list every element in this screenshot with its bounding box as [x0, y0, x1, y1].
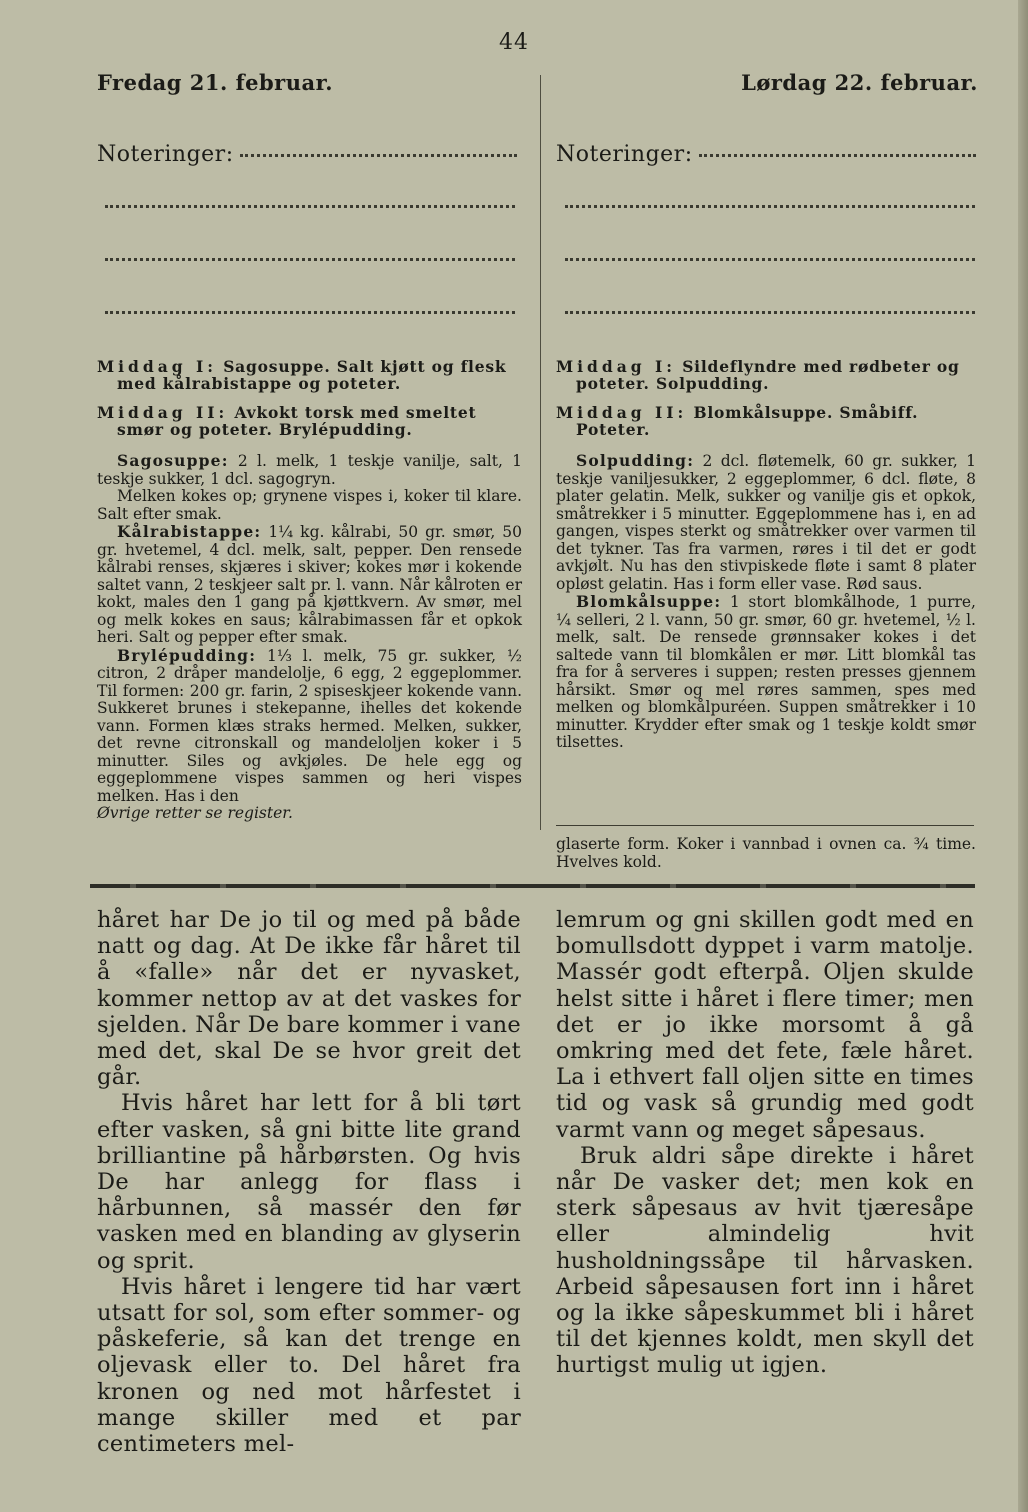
register-footnote: Øvrige retter se register.	[97, 804, 293, 822]
article-paragraph: lemrum og gni skillen godt med en bomullsdott dyppet i varm matolje. Massér godt efterpå. Oljen skulde helst sitte i håret i flere timer; men det er jo ikke morsomt å gå omkring med det fete, fæle håret. La i ethvert fall oljen sitte en times tid og vask så grundig med godt varmt vann og meget såpesaus.	[556, 907, 974, 1143]
right-recipes	[556, 452, 976, 752]
menu-label: Middag I:	[97, 357, 217, 376]
recipe-text: 1 stort blomkålhode, 1 purre, ¼ selleri, 2 l. vann, 50 gr. smør, 60 gr. hvetemel, ½ l. melk, salt. De rensede grønnsaker kokes i det saltede vann til blomkålen er mør. Litt blomkål tas fra for å serveres i suppen; resten presses gjennem hårsikt. Smør og mel røres sammen, spes med melken og blomkålpuréen. Suppen småtrekker i 10 minutter. Krydder efter smak og 1 teskje koldt smør tilsettes.	[556, 593, 976, 751]
recipe-continuation: glaserte form. Koker i vannbad i ovnen ca. ¾ time. Hvelves kold.	[556, 835, 976, 871]
article-paragraph: håret har De jo til og med på både natt og dag. At De ikke får håret til å «falle» når det er nyvasket, kommer nettop av at det vaskes for sjelden. Når De bare kommer i vane med det, skal De se hvor greit det går.	[97, 907, 521, 1091]
recipe-title: Kålrabistappe:	[117, 522, 262, 541]
menu-text: Sagosuppe. Salt kjøtt og flesk med kålrabistappe og poteter.	[117, 357, 507, 393]
article-right-column	[556, 907, 974, 1379]
recipe-text: 2 l. melk, 1 teskje vanilje, salt, 1 teskje sukker, 1 dcl. sagogryn.	[97, 452, 522, 488]
article-paragraph: Hvis håret i lengere tid har vært utsatt for sol, som efter sommer- og påskeferie, så kan det trenge en oljevask eller to. Del håret fra kronen og ned mot hårfestet i mange skiller med et par centimeters mel-	[97, 1273, 521, 1458]
notes-dotted-line	[240, 154, 517, 157]
right-continuation	[556, 836, 976, 871]
menu-text: Blomkålsuppe. Småbiff. Poteter.	[576, 403, 919, 439]
notes-dotted-line	[105, 205, 515, 208]
recipe-separator-rule	[556, 825, 974, 826]
menu-label: Middag II:	[556, 403, 688, 422]
notes-dotted-line	[565, 311, 975, 314]
recipe-paragraph	[556, 452, 976, 593]
right-menu	[556, 358, 976, 450]
notes-dotted-line	[565, 258, 975, 261]
recipe-text: 2 dcl. fløtemelk, 60 gr. sukker, 1 teskje vaniljesukker, 2 eggeplommer, 6 dcl. fløte, 8 plater gelatin. Melk, sukker og vanilje gis et opkok, småtrekker i 5 minutter. Eggeplommene has i, en ad gangen, vispes sterkt og småtrekker over varmen til det tykner. Tas fra varmen, røres i til det er godt avkjølt. Nu has den stivpiskede fløte i samt 8 plater opløst gelatin. Has i form eller vase. Rød saus.	[556, 452, 976, 593]
left-notes-field	[97, 142, 517, 167]
recipe-text: 1¼ kg. kålrabi, 50 gr. smør, 50 gr. hvetemel, 4 dcl. melk, salt, pepper. Den rensede kålrabi renses, skjæres i skiver; kokes mør i kokende saltet vann, 2 teskjeer salt pr. l. vann. Når kålroten er kokt, males den 1 gang på kjøttkvern. Av smør, mel og melk kokes en saus; kålrabimassen får et opkok heri. Salt og pepper efter smak.	[97, 523, 522, 646]
page-edge	[1018, 0, 1028, 1512]
left-date-heading: Fredag 21. februar.	[97, 70, 334, 95]
recipe-text: 1⅓ l. melk, 75 gr. sukker, ½ citron, 2 dråper mandelolje, 6 egg, 2 eggeplommer. Til formen: 200 gr. farin, 2 spiseskjeer kokende vann. Sukkeret brunes i stekepanne, ihelles det kokende vann. Formen klæs straks hermed. Melken, sukker, det revne citronskall og mandeloljen koker i 5 minutter. Siles og avkjøles. De hele egg og eggeplommene vispes sammen og heri vispes melken. Has i den	[97, 646, 522, 805]
recipe-footnote-line	[97, 805, 522, 823]
left-recipes	[97, 452, 522, 823]
recipe-text: Melken kokes op; grynene vispes i, koker til klare. Salt efter smak.	[97, 487, 522, 523]
notes-dotted-line	[699, 154, 976, 157]
article-paragraph: Bruk aldri såpe direkte i håret når De vasker det; men kok en sterk såpesaus av hvit tjæresåpe eller almindelig hvit husholdningssåpe til hårvasken. Arbeid såpesausen fort inn i håret og la ikke såpeskummet bli i håret til det kjennes koldt, men skyll det hurtigst mulig ut igjen.	[556, 1142, 974, 1379]
menu-item	[97, 404, 522, 438]
menu-text: Avkokt torsk med smeltet smør og poteter. Brylépudding.	[117, 403, 477, 439]
notes-dotted-line	[105, 311, 515, 314]
recipe-title: Sagosuppe:	[117, 451, 229, 470]
recipe-paragraph	[97, 647, 522, 806]
menu-item	[556, 404, 976, 438]
menu-item	[556, 358, 976, 392]
recipe-title: Brylépudding:	[117, 645, 257, 665]
recipe-paragraph	[97, 523, 522, 647]
column-divider	[540, 75, 541, 830]
recipe-title: Solpudding:	[576, 451, 695, 470]
right-notes-field	[556, 142, 976, 167]
notes-dotted-line	[105, 258, 515, 261]
notes-dotted-line	[565, 205, 975, 208]
menu-label: Middag I:	[556, 357, 676, 376]
recipe-paragraph	[556, 593, 976, 752]
right-notes-label: Noteringer:	[556, 142, 693, 167]
menu-text: Sildeflyndre med rødbeter og poteter. Solpudding.	[576, 357, 960, 393]
left-menu	[97, 358, 522, 450]
recipe-title: Blomkålsuppe:	[576, 592, 722, 611]
right-date-heading: Lørdag 22. februar.	[741, 70, 978, 95]
article-left-column	[97, 907, 521, 1457]
recipe-paragraph	[97, 488, 522, 523]
article-paragraph: Hvis håret har lett for å bli tørt efter vasken, så gni bitte lite grand brilliantine på hårbørsten. Og hvis De har anlegg for flass i hårbunnen, så massér den før vasken med en blanding av glyserin og sprit.	[97, 1090, 521, 1274]
section-divider-rule	[90, 884, 975, 888]
menu-label: Middag II:	[97, 403, 229, 422]
left-notes-label: Noteringer:	[97, 142, 234, 167]
recipe-paragraph	[97, 452, 522, 488]
page-number: 44	[499, 30, 529, 55]
menu-item	[97, 358, 522, 392]
